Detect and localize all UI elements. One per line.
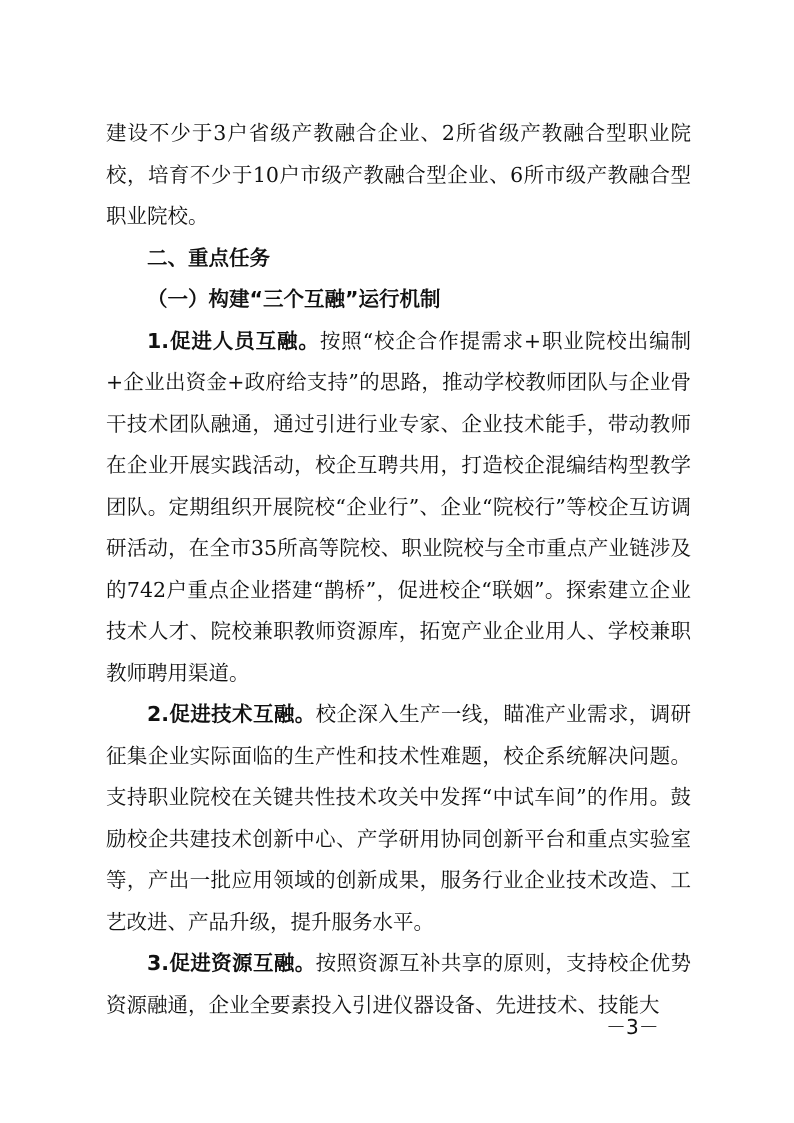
item-lead-2: 2.促进技术互融。 bbox=[147, 702, 316, 726]
item-paragraph-1 bbox=[106, 321, 691, 695]
item-lead-3: 3.促进资源互融。 bbox=[147, 951, 316, 975]
item-lead-1: 1.促进人员互融。 bbox=[147, 328, 320, 353]
item-body-3: 按照资源互补共享的原则，支持校企优势资源融通，企业全要素投入引进仪器设备、先进技术、技能大 bbox=[106, 951, 691, 1017]
item-body-2: 校企深入生产一线，瞄准产业需求，调研征集企业实际面临的生产性和技术性难题，校企系统解决问题。支持职业院校在关键共性技术攻关中发挥“中试车间”的作用。鼓励校企共建技术创新中心、产学研用协同创新平台和重点实验室等，产出一批应用领域的创新成果，服务行业企业技术改造、工艺改进、产品升级，提升服务水平。 bbox=[106, 702, 691, 934]
item-body-1: 按照“校企合作提需求+职业院校出编制+企业出资金+政府给支持”的思路，推动学校教师团队与企业骨干技术团队融通，通过引进行业专家、企业技术能手，带动教师在企业开展实践活动，校企互聘共用，打造校企混编结构型教学团队。定期组织开展院校“企业行”、企业“院校行”等校企互访调研活动，在全市35所高等院校、职业院校与全市重点产业链涉及的742户重点企业搭建“鹊桥”，促进校企“联姻”。探索建立企业技术人才、院校兼职教师资源库，拓宽产业企业用人、学校兼职教师聘用渠道。 bbox=[106, 328, 691, 685]
body-text bbox=[106, 113, 691, 1026]
intro-paragraph: 建设不少于3户省级产教融合企业、2所省级产教融合型职业院校，培育不少于10户市级产教融合型企业、6所市级产教融合型职业院校。 bbox=[106, 121, 691, 228]
section-heading: 二、重点任务 bbox=[147, 245, 270, 270]
subsection-heading: （一）构建“三个互融”运行机制 bbox=[147, 287, 441, 311]
item-paragraph-2 bbox=[106, 694, 691, 943]
page-number: －3－ bbox=[606, 1015, 659, 1039]
item-paragraph-3 bbox=[106, 943, 691, 1026]
